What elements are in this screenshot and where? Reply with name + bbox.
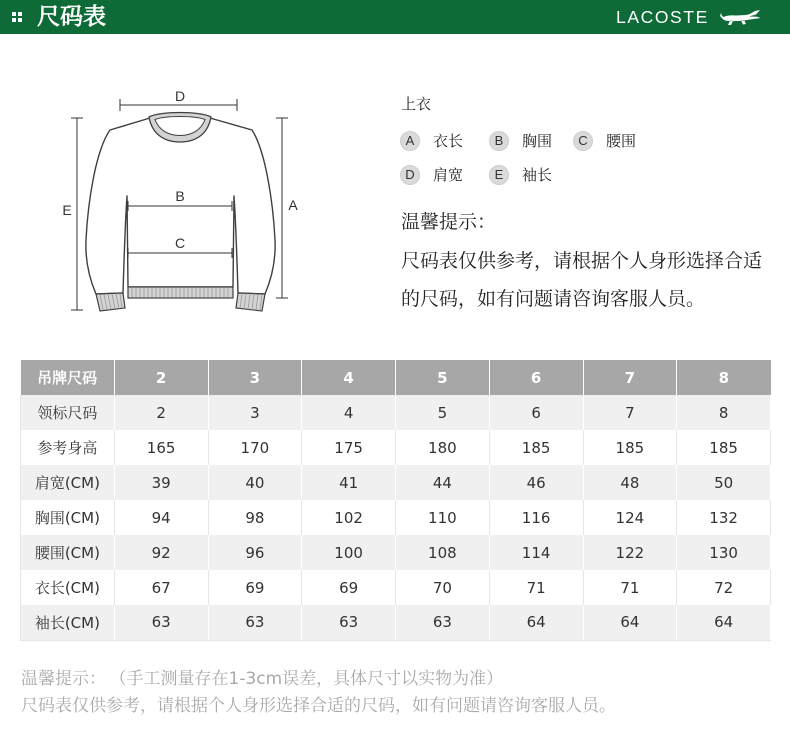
garment-type-title: 上衣 [401,95,432,113]
column-header: 6 [489,360,583,395]
row-label: 肩宽(CM) [21,465,115,500]
label-waist: C [174,235,186,251]
dimension-line-length [276,118,288,298]
table-cell: 48 [583,465,677,500]
column-header: 8 [677,360,771,395]
label-chest: B [175,188,185,204]
table-cell: 63 [302,605,396,640]
table-cell: 64 [583,605,677,640]
sweater-diagram [50,80,320,325]
column-header: 7 [583,360,677,395]
footer-tip-line [21,666,616,693]
legend-badge: C [573,131,593,151]
legend-item [400,131,463,151]
table-cell: 114 [489,535,583,570]
legend-label: 腰围 [606,132,637,150]
table-cell: 170 [208,430,302,465]
legend-badge: E [489,165,509,185]
table-cell: 110 [396,500,490,535]
table-row [21,395,771,430]
row-label: 胸围(CM) [21,500,115,535]
tip-line: 尺码表仅供参考，请根据个人身形选择合适 [401,249,763,272]
table-cell: 7 [583,395,677,430]
row-label: 腰围(CM) [21,535,115,570]
table-row [21,500,771,535]
size-chart-table [20,360,771,641]
table-cell: 72 [677,570,771,605]
table-row [21,570,771,605]
row-label: 袖长(CM) [21,605,115,640]
legend-item [489,131,552,151]
table-cell: 185 [583,430,677,465]
legend-label: 肩宽 [433,166,464,184]
table-cell: 63 [208,605,302,640]
table-cell: 185 [677,430,771,465]
table-cell: 3 [208,395,302,430]
table-cell: 46 [489,465,583,500]
table-cell: 96 [208,535,302,570]
table-cell: 8 [677,395,771,430]
crocodile-shape [720,10,760,25]
table-cell: 71 [583,570,677,605]
legend-item [400,165,463,185]
table-cell: 180 [396,430,490,465]
column-header: 2 [114,360,208,395]
table-cell: 165 [114,430,208,465]
table-cell: 92 [114,535,208,570]
table-cell: 69 [208,570,302,605]
brand-name: LACOSTE [616,7,709,27]
row-label: 衣长(CM) [21,570,115,605]
legend-badge: B [489,131,509,151]
table-cell: 63 [114,605,208,640]
table-cell: 116 [489,500,583,535]
table-cell: 64 [677,605,771,640]
header-bar [0,0,790,34]
column-header: 4 [302,360,396,395]
footer-note-line: 尺码表仅供参考，请根据个人身形选择合适的尺码，如有问题请咨询客服人员。 [21,696,616,716]
table-cell: 122 [583,535,677,570]
table-cell: 63 [396,605,490,640]
table-header-row [21,360,771,395]
table-cell: 70 [396,570,490,605]
table-cell: 4 [302,395,396,430]
page-title: 尺码表 [37,4,106,30]
table-cell: 67 [114,570,208,605]
tip-title: 温馨提示： [401,211,497,233]
column-header: 3 [208,360,302,395]
crocodile-icon [719,7,761,27]
column-header: 5 [396,360,490,395]
table-cell: 98 [208,500,302,535]
legend-badge: A [400,131,420,151]
table-cell: 2 [114,395,208,430]
table-cell: 175 [302,430,396,465]
table-cell: 124 [583,500,677,535]
legend-item [573,131,636,151]
table-cell: 132 [677,500,771,535]
column-header: 吊牌尺码 [21,360,115,395]
row-label: 领标尺码 [21,395,115,430]
table-cell: 64 [489,605,583,640]
table-cell: 94 [114,500,208,535]
table-cell: 50 [677,465,771,500]
table-cell: 69 [302,570,396,605]
table-cell: 102 [302,500,396,535]
table-cell: 71 [489,570,583,605]
legend-badge: D [400,165,420,185]
table-cell: 44 [396,465,490,500]
tip-line: 的尺码，如有问题请咨询客服人员。 [401,288,706,310]
table-row [21,605,771,640]
legend-item [489,165,552,185]
label-sleeve: E [62,202,72,218]
table-row [21,535,771,570]
legend-label: 袖长 [522,166,553,184]
table-row [21,465,771,500]
footer-tip-note: （手工测量存在1-3cm误差，具体尺寸以实物为准） [118,669,504,689]
legend-label: 衣长 [433,132,464,150]
footer-tip-label: 温馨提示： [21,669,106,689]
table-row [21,430,771,465]
table-cell: 39 [114,465,208,500]
table-cell: 6 [489,395,583,430]
label-length: A [288,197,298,213]
dimension-line-sleeve [71,118,83,310]
table-cell: 5 [396,395,490,430]
tip-block [401,203,762,319]
label-shoulder: D [174,88,186,104]
row-label: 参考身高 [21,430,115,465]
grid-dots-icon [12,12,16,16]
legend-label: 胸围 [522,132,553,150]
table-cell: 100 [302,535,396,570]
table-cell: 185 [489,430,583,465]
table-cell: 130 [677,535,771,570]
table-cell: 108 [396,535,490,570]
table-cell: 41 [302,465,396,500]
table-cell: 40 [208,465,302,500]
footer-notes [21,666,616,720]
